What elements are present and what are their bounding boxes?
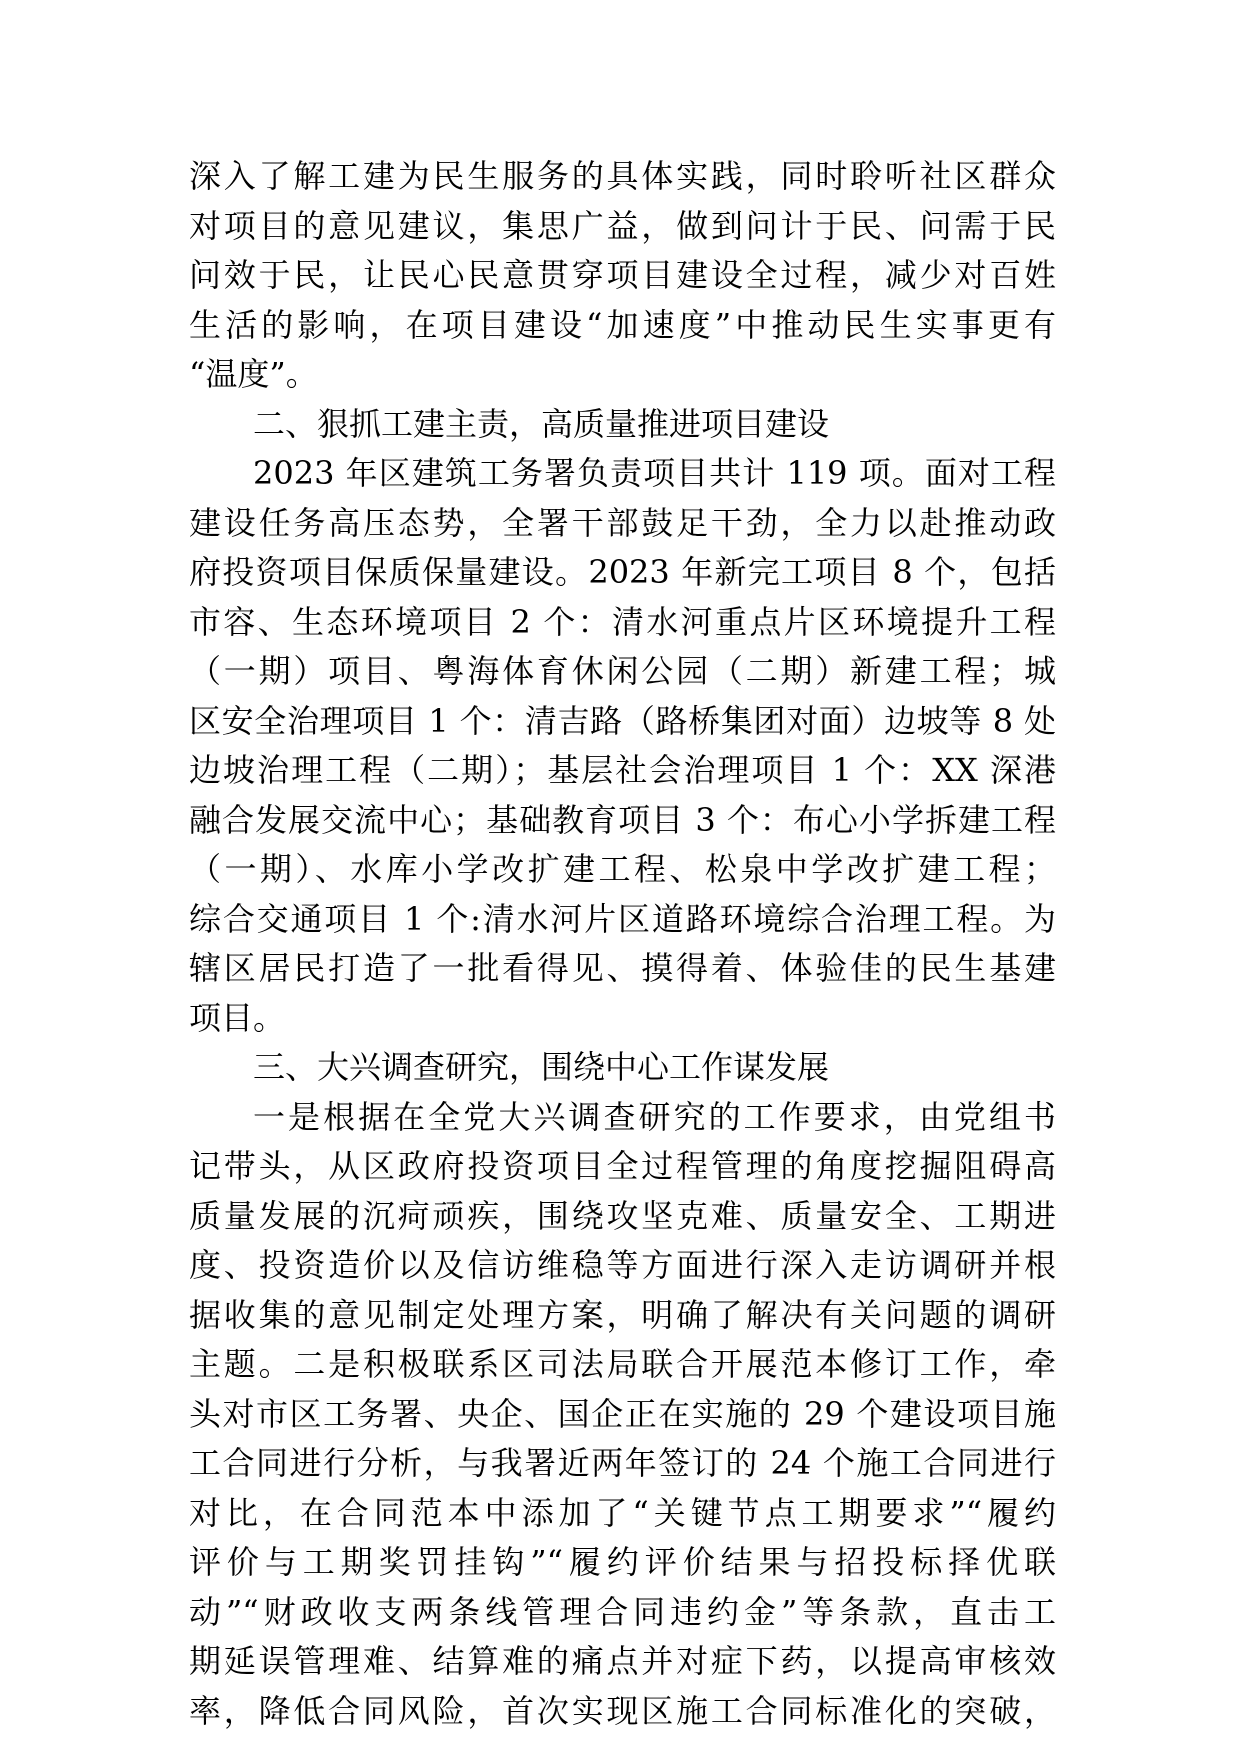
text-line: 项目。 bbox=[189, 998, 286, 1037]
text-line: 对项目的意见建议，集思广益，做到问计于民、问需于民 bbox=[189, 206, 1056, 245]
text-line: 一是根据在全党大兴调查研究的工作要求，由党组书 bbox=[253, 1097, 1056, 1136]
text-line: 辖区居民打造了一批看得见、摸得着、体验佳的民生基建 bbox=[189, 949, 1056, 987]
text-line: 府投资项目保质保量建设。2023 年新完工项目 8 个，包括 bbox=[189, 553, 1056, 591]
text-line: 动”“财政收支两条线管理合同违约金”等条款，直击工 bbox=[189, 1592, 1056, 1631]
text-line: “温度”。 bbox=[189, 355, 318, 393]
text-line: 生活的影响，在项目建设“加速度”中推动民生实事更有 bbox=[189, 305, 1056, 344]
text-line: 2023 年区建筑工务署负责项目共计 119 项。面对工程 bbox=[253, 454, 1056, 492]
text-line: 融合发展交流中心；基础教育项目 3 个：布心小学拆建工程 bbox=[189, 800, 1056, 839]
text-line: 三、大兴调查研究，围绕中心工作谋发展 bbox=[253, 1048, 830, 1086]
text-line: 建设任务高压态势，全署干部鼓足干劲，全力以赴推动政 bbox=[189, 503, 1056, 542]
text-line: （一期）、水库小学改扩建工程、松泉中学改扩建工程； bbox=[189, 850, 1056, 888]
text-line: 评价与工期奖罚挂钩”“履约评价结果与招投标择优联 bbox=[189, 1543, 1056, 1581]
text-line: （一期）项目、粤海体育休闲公园（二期）新建工程；城 bbox=[189, 652, 1056, 690]
text-line: 率，降低合同风险，首次实现区施工合同标准化的突破， bbox=[189, 1691, 1056, 1730]
text-line: 综合交通项目 1 个:清水河片区道路环境综合治理工程。为 bbox=[189, 899, 1056, 938]
text-line: 主题。二是积极联系区司法局联合开展范本修订工作，牵 bbox=[189, 1345, 1056, 1383]
text-line: 质量发展的沉疴顽疾，围绕攻坚克难、质量安全、工期进 bbox=[189, 1196, 1056, 1235]
text-line: 据收集的意见制定处理方案，明确了解决有关问题的调研 bbox=[189, 1295, 1056, 1334]
text-line: 区安全治理项目 1 个：清吉路（路桥集团对面）边坡等 8 处 bbox=[189, 701, 1056, 740]
document-body bbox=[189, 152, 1056, 1736]
text-line: 记带头，从区政府投资项目全过程管理的角度挖掘阻碍高 bbox=[189, 1147, 1056, 1185]
text-line: 工合同进行分析，与我署近两年签订的 24 个施工合同进行 bbox=[189, 1444, 1056, 1482]
text-line: 边坡治理工程（二期）；基层社会治理项目 1 个：XX 深港 bbox=[189, 751, 1056, 789]
text-line: 深入了解工建为民生服务的具体实践，同时聆听社区群众 bbox=[189, 157, 1056, 195]
text-line: 市容、生态环境项目 2 个：清水河重点片区环境提升工程 bbox=[189, 602, 1056, 641]
text-line: 二、狠抓工建主责，高质量推进项目建设 bbox=[253, 404, 830, 443]
text-line: 度、投资造价以及信访维稳等方面进行深入走访调研并根 bbox=[189, 1246, 1056, 1284]
text-line: 期延误管理难、结算难的痛点并对症下药，以提高审核效 bbox=[189, 1642, 1056, 1680]
text-line: 对比，在合同范本中添加了“关键节点工期要求”“履约 bbox=[189, 1493, 1056, 1532]
text-line: 问效于民，让民心民意贯穿项目建设全过程，减少对百姓 bbox=[189, 256, 1056, 294]
text-line: 头对市区工务署、央企、国企正在实施的 29 个建设项目施 bbox=[189, 1394, 1056, 1433]
